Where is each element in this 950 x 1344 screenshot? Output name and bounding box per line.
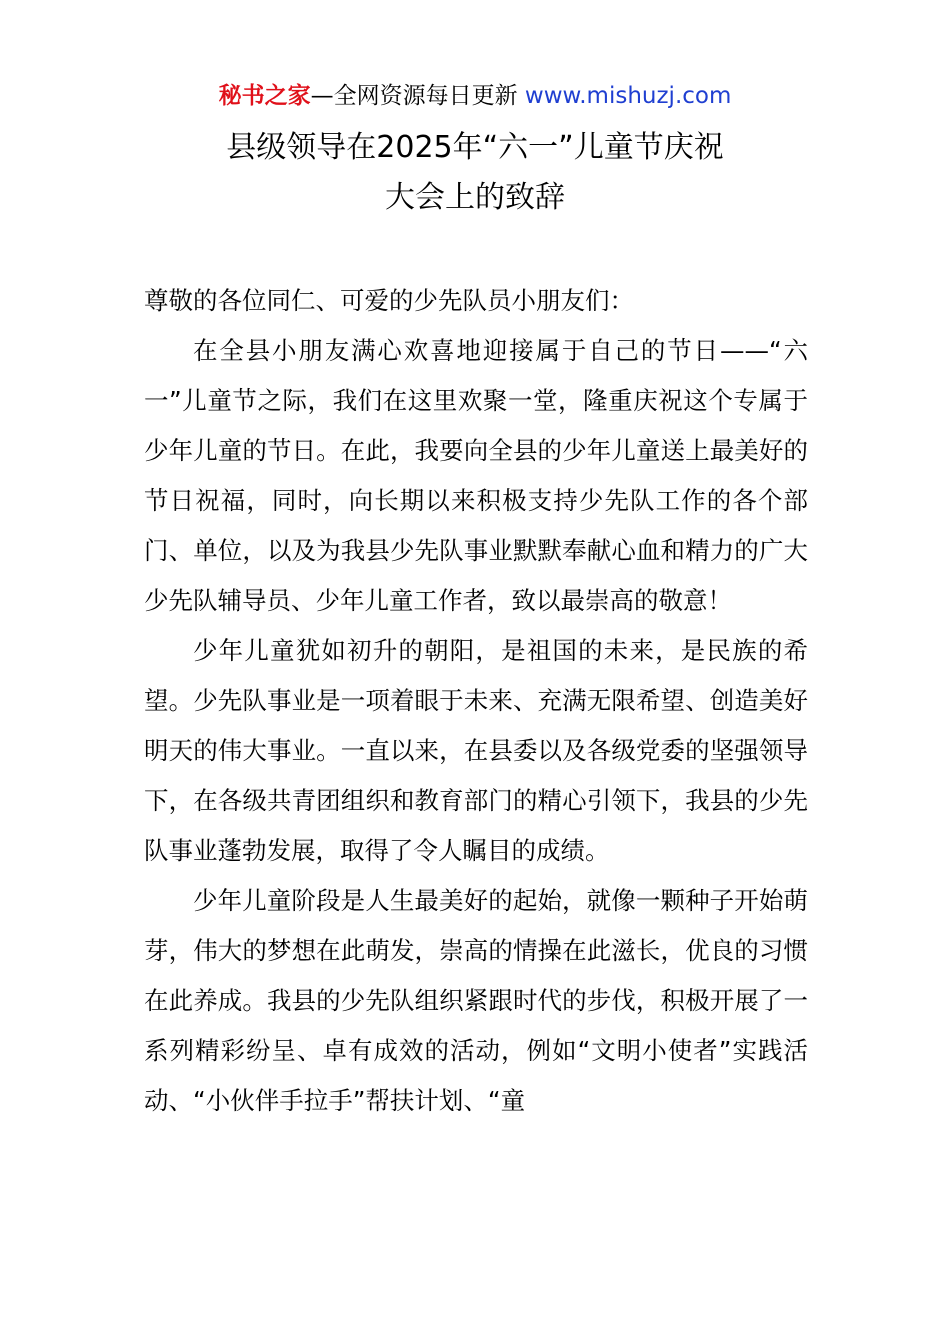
body-paragraph: 少年儿童犹如初升的朝阳，是祖国的未来，是民族的希望。少先队事业是一项着眼于未来、充满无限希望、创造美好明天的伟大事业。一直以来，在县委以及各级党委的坚强领导下，在各级共青团组织和教育部门的精心引领下，我县的少先队事业蓬勃发展，取得了令人瞩目的成绩。 — [144, 636, 808, 865]
document-title-line-1: 县级领导在2025年“六一”儿童节庆祝 — [226, 130, 724, 165]
document-title-line-2: 大会上的致辞 — [385, 180, 565, 215]
site-header — [0, 80, 950, 112]
body-paragraph: 在全县小朋友满心欢喜地迎接属于自己的节日——“六一”儿童节之际，我们在这里欢聚一堂，隆重庆祝这个专属于少年儿童的节日。在此，我要向全县的少年儿童送上最美好的节日祝福，同时，向长期以来积极支持少先队工作的各个部门、单位，以及为我县少先队事业默默奉献心血和精力的广大少先队辅导员、少年儿童工作者，致以最崇高的敬意！ — [144, 336, 808, 615]
site-url-link[interactable]: www.mishuzj.com — [524, 83, 732, 109]
site-brand: 秘书之家 — [218, 83, 311, 109]
body-paragraph: 少年儿童阶段是人生最美好的起始，就像一颗种子开始萌芽，伟大的梦想在此萌发，崇高的情操在此滋长，优良的习惯在此养成。我县的少先队组织紧跟时代的步伐，积极开展了一系列精彩纷呈、卓有成效的活动，例如“文明小使者”实践活动、“小伙伴手拉手”帮扶计划、“童 — [144, 886, 808, 1115]
document-body — [144, 276, 808, 1126]
site-tagline: —全网资源每日更新 — [310, 83, 525, 109]
salutation: 尊敬的各位同仁、可爱的少先队员小朋友们： — [144, 286, 634, 315]
